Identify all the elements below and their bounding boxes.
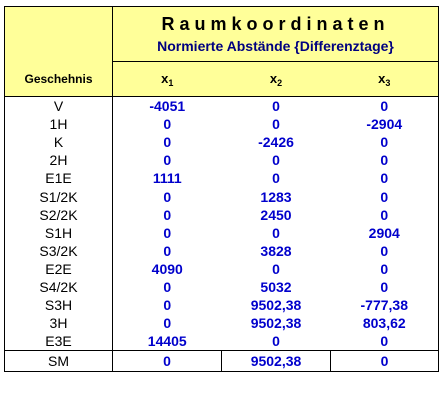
x2-value-cell: 0	[272, 170, 280, 187]
x2-value-cell: 9502,38	[222, 351, 331, 372]
x1-value-cell: 0	[163, 206, 172, 223]
x2-value-cell: -2426	[258, 134, 294, 151]
event-cell: E2E	[5, 260, 113, 278]
x1-value-cell: 0	[163, 224, 172, 241]
x2-value-cell: 0	[272, 152, 280, 169]
table-row	[5, 169, 439, 187]
x2-value-cell: 5032	[260, 278, 292, 295]
x2-value-cell: 9502,38	[250, 297, 302, 314]
x1-value-cell: 0	[163, 297, 172, 314]
x1-value-cell: 0	[113, 351, 222, 372]
table-row	[5, 115, 439, 133]
event-cell: K	[5, 133, 113, 151]
x1-value-cell: 0	[163, 278, 172, 295]
x3-header: $x_3$	[331, 62, 439, 97]
x2-value-cell: 0	[272, 98, 280, 115]
table-row	[5, 314, 439, 332]
x3-value-cell: 0	[331, 278, 439, 296]
event-cell: E3E	[5, 332, 113, 351]
title-header-row	[5, 7, 439, 62]
x2-value-cell: 0	[272, 224, 280, 241]
x1-value-cell: 4090	[151, 260, 183, 277]
table-row	[5, 296, 439, 314]
header-label-cell-top	[5, 7, 113, 62]
table-row	[5, 151, 439, 169]
table-row	[5, 187, 439, 205]
x2-value-cell: 0	[272, 260, 280, 277]
x3-value-cell: 0	[331, 206, 439, 224]
x1-value-cell: 1111	[152, 170, 182, 187]
table-row	[5, 242, 439, 260]
x3-value-cell: -2904	[331, 115, 439, 133]
column-header-row	[5, 62, 439, 97]
event-cell: S4/2K	[5, 278, 113, 296]
x1-value-cell: 14405	[147, 333, 187, 350]
table-row	[5, 206, 439, 224]
x3-value-cell: 0	[331, 351, 439, 372]
event-cell: 1H	[5, 115, 113, 133]
event-cell: V	[5, 97, 113, 116]
x2-value-cell: 0	[272, 116, 280, 133]
x3-value-cell: 2904	[331, 224, 439, 242]
x3-value-cell: 0	[331, 133, 439, 151]
table-subtitle: Normierte Abstände {Differenztage}	[157, 38, 394, 54]
table-row	[5, 224, 439, 242]
x1-value-cell: 0	[163, 188, 172, 205]
event-cell: S1H	[5, 224, 113, 242]
title-cell	[113, 7, 439, 62]
x3-value-cell: 0	[331, 332, 439, 351]
x2-value-cell: 0	[272, 333, 280, 350]
x1-header: $x_1$	[113, 62, 222, 97]
x1-value-cell: 0	[163, 152, 172, 169]
x3-value-cell: 0	[331, 187, 439, 205]
x3-value-cell: 0	[331, 97, 439, 116]
event-cell: S3/2K	[5, 242, 113, 260]
x1-value-cell: 0	[163, 315, 172, 332]
table-row	[5, 97, 439, 116]
x3-value-cell: 0	[331, 242, 439, 260]
x1-value-cell: 0	[163, 134, 172, 151]
x2-value-cell: 9502,38	[250, 315, 302, 332]
table-row	[5, 133, 439, 151]
x2-value-cell: 1283	[260, 188, 292, 205]
event-cell: S1/2K	[5, 187, 113, 205]
x3-value-cell: 0	[331, 260, 439, 278]
geschehnis-header: Geschehnis	[5, 62, 113, 97]
x1-value-cell: 0	[163, 116, 172, 133]
x1-value-cell: -4051	[149, 98, 186, 115]
event-cell: 3H	[5, 314, 113, 332]
x1-value-cell: 0	[163, 242, 172, 259]
x2-header: $x_2$	[222, 62, 331, 97]
table-row	[5, 278, 439, 296]
table-row	[5, 260, 439, 278]
table-row	[5, 332, 439, 351]
x3-value-cell: -777,38	[331, 296, 439, 314]
summary-row	[5, 351, 439, 372]
event-cell: S3H	[5, 296, 113, 314]
event-cell: SM	[5, 351, 113, 372]
raumkoordinaten-table	[4, 6, 439, 372]
x3-value-cell: 0	[331, 169, 439, 187]
event-cell: 2H	[5, 151, 113, 169]
x3-value-cell: 803,62	[331, 314, 439, 332]
event-cell: S2/2K	[5, 206, 113, 224]
table-title: Raumkoordinaten	[161, 14, 390, 34]
x3-value-cell: 0	[331, 151, 439, 169]
event-cell: E1E	[5, 169, 113, 187]
x2-value-cell: 2450	[260, 206, 292, 223]
x2-value-cell: 3828	[260, 242, 292, 259]
